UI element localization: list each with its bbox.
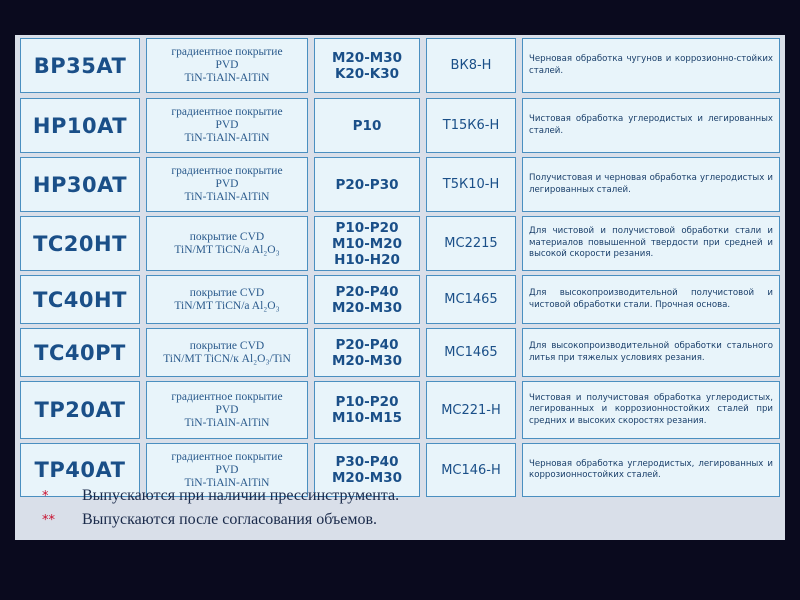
grade-name: HP10AT <box>32 113 128 138</box>
application-text: Чистовая обработка углеродистых и легированных сталей. <box>529 114 773 136</box>
gost-grade: Т15К6-Н <box>442 118 500 133</box>
iso-range: M20-M30 <box>331 470 403 486</box>
grade-name: TP20AT <box>34 398 126 422</box>
gost-cell <box>426 157 516 212</box>
grade-name: TC20HT <box>33 231 127 256</box>
iso-cell <box>314 216 420 271</box>
footnote-text: Выпускаются при наличии прессинструмента. <box>82 487 400 504</box>
table-row <box>20 275 780 324</box>
gost-grade: МС146-Н <box>441 462 501 478</box>
application-cell <box>522 381 780 439</box>
table-row <box>20 98 780 153</box>
gost-cell <box>426 216 516 271</box>
iso-cell <box>314 38 420 93</box>
grade-cell <box>20 38 140 93</box>
table-row <box>20 381 780 439</box>
coating-cell <box>146 157 308 212</box>
coating-line: градиентное покрытие <box>171 106 283 118</box>
iso-range: H10-H20 <box>334 251 400 268</box>
coating-line: TiN-TiAlN-AlTiN <box>184 72 270 84</box>
gost-grade: ВК8-Н <box>450 58 492 73</box>
iso-cell <box>314 98 420 153</box>
application-cell <box>522 38 780 93</box>
gost-grade: МС2215 <box>444 236 498 251</box>
gost-cell <box>426 275 516 324</box>
iso-range: P10 <box>352 117 382 134</box>
iso-cell <box>314 328 420 377</box>
footnote-2 <box>42 509 742 531</box>
application-cell <box>522 275 780 324</box>
iso-range: M20-M30 <box>331 49 403 66</box>
application-text: Для высокопроизводительной обработки стального литья при тяжелых условиях резания. <box>529 341 773 363</box>
footnote-text: Выпускаются после согласования объемов. <box>82 511 378 528</box>
application-text: Черновая обработка чугунов и коррозионно-стойких сталей. <box>529 54 773 76</box>
grade-cell <box>20 381 140 439</box>
grade-cell <box>20 275 140 324</box>
gost-grade: МС1465 <box>444 292 498 307</box>
table-row <box>20 38 780 93</box>
iso-range: M20-M30 <box>331 352 403 369</box>
gost-cell <box>426 328 516 377</box>
application-text: Черновая обработка углеродистых, легированных и коррозионностойких сталей. <box>529 458 773 480</box>
coating-line: TiN-TiAlN-AlTiN <box>184 191 270 203</box>
footnote-marker: ** <box>42 512 55 528</box>
coating-line: TiN-TiAlN-AlTiN <box>184 416 270 429</box>
gost-cell <box>426 38 516 93</box>
gost-cell <box>426 98 516 153</box>
grade-name: BP35AT <box>33 53 127 78</box>
iso-range: P30-P40 <box>335 454 399 470</box>
coating-cell <box>146 98 308 153</box>
gost-cell <box>426 381 516 439</box>
coating-line: PVD <box>215 463 239 476</box>
application-text: Получистовая и черновая обработка углеродистых и легированных сталей. <box>529 173 773 195</box>
coating-line: TiN-TiAlN-AlTiN <box>184 476 270 489</box>
coating-line: покрытие CVD <box>189 286 265 299</box>
application-cell <box>522 216 780 271</box>
coating-line: TiN/MT TiCN/a Al₂O₃ <box>174 299 280 312</box>
application-text: Чистовая и получистовая обработка углеродистых, легированных и коррозионностойких сталей при средних и высоких скоростях резания. <box>529 392 773 426</box>
coating-line: градиентное покрытие <box>171 450 283 463</box>
grade-name: HP30AT <box>32 172 128 197</box>
coating-line: PVD <box>215 119 239 131</box>
coating-cell <box>146 328 308 377</box>
iso-range: P20-P40 <box>335 336 399 353</box>
grade-cell <box>20 157 140 212</box>
iso-cell <box>314 157 420 212</box>
coating-line: TiN/MT TiCN/a Al₂O₃ <box>174 243 280 256</box>
coating-line: TiN/MT TiCN/к Al₂O₃/TiN <box>163 352 291 365</box>
table-row <box>20 216 780 271</box>
application-text: Для высокопроизводительной получистовой и чистовой обработки стали. Прочная основа. <box>529 288 773 310</box>
application-cell <box>522 98 780 153</box>
coating-line: покрытие CVD <box>189 230 265 243</box>
coating-cell <box>146 216 308 271</box>
coating-cell <box>146 38 308 93</box>
grade-name: TC40PT <box>34 340 126 365</box>
coating-line: градиентное покрытие <box>171 165 283 177</box>
iso-range: M20-M30 <box>331 299 403 316</box>
grade-name: TP40AT <box>34 458 126 482</box>
table-row <box>20 157 780 212</box>
grade-cell <box>20 328 140 377</box>
coating-line: градиентное покрытие <box>171 390 283 403</box>
coating-line: PVD <box>215 403 239 416</box>
application-cell <box>522 157 780 212</box>
coating-cell <box>146 381 308 439</box>
gost-grade: Т5К10-Н <box>442 177 500 192</box>
footnote-marker: * <box>42 488 49 504</box>
grade-cell <box>20 216 140 271</box>
coating-line: покрытие CVD <box>189 339 265 352</box>
table-row <box>20 328 780 377</box>
iso-range: P20-P40 <box>335 283 399 300</box>
iso-range: M10-M20 <box>331 235 403 252</box>
application-text: Для чистовой и получистовой обработки стали и материалов повышенной твердости при средней и высокой скорости резания. <box>529 226 773 260</box>
iso-range: P10-P20 <box>335 394 399 410</box>
iso-range: P20-P30 <box>335 176 399 193</box>
footnote-1 <box>42 485 742 507</box>
coating-line: PVD <box>215 59 239 71</box>
coating-line: PVD <box>215 178 239 190</box>
iso-cell <box>314 275 420 324</box>
iso-range: M10-M15 <box>331 410 403 426</box>
coating-line: TiN-TiAlN-AlTiN <box>184 132 270 144</box>
iso-range: P10-P20 <box>335 219 399 236</box>
gost-grade: МС221-Н <box>441 402 501 418</box>
iso-range: K20-K30 <box>334 65 400 82</box>
application-cell <box>522 328 780 377</box>
grade-cell <box>20 98 140 153</box>
gost-grade: МС1465 <box>444 345 498 360</box>
grade-name: TC40HT <box>33 287 127 312</box>
iso-cell <box>314 381 420 439</box>
coating-cell <box>146 275 308 324</box>
coating-line: градиентное покрытие <box>171 46 283 58</box>
